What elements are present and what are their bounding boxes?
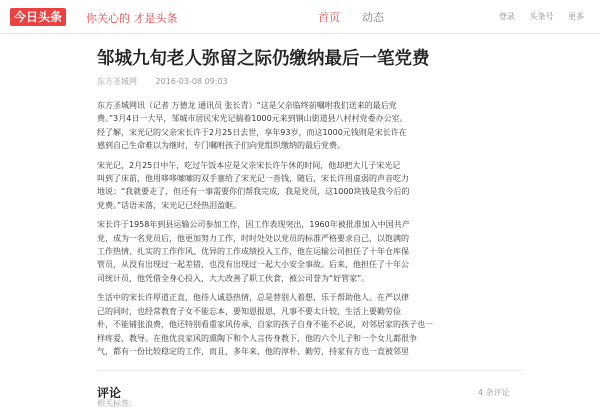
article-paragraph bbox=[97, 159, 522, 213]
comments-divider bbox=[97, 370, 522, 371]
article-datetime: 2016-03-08 09:03 bbox=[155, 77, 228, 86]
nav-home-link[interactable]: 首页 bbox=[318, 11, 340, 24]
comments-title: 评论 bbox=[97, 386, 122, 400]
paragraph-line: 叫到了床前，他用哆哆嗦嗦的双手塞给了宋光记一沓钱，随后，宋长许用虚弱的声音吃力 bbox=[97, 174, 409, 184]
article-source[interactable]: 东方圣城网 bbox=[97, 77, 137, 86]
top-navigation-bar bbox=[0, 0, 600, 34]
site-slogan: 你关心的 才是头条 bbox=[86, 12, 178, 25]
paragraph-line: 己的同时，也经常教育子女不能忘本，要知恩报恩，凡事不要太计较，生活上要勤劳俭 bbox=[97, 306, 401, 316]
toutiao-logo[interactable]: 今日头条 bbox=[10, 8, 66, 26]
article-paragraph bbox=[97, 218, 522, 285]
account-link[interactable]: 头条号 bbox=[529, 12, 554, 21]
paragraph-line: 党费。”话语未落，宋光记已经热泪盈眶。 bbox=[97, 200, 242, 210]
paragraph-line: 气，都有一份比较稳定的工作，而且，多年来，他的淳朴、勤劳，持家有方也一直被邻里 bbox=[97, 346, 409, 356]
article-paragraph bbox=[97, 99, 522, 153]
paragraph-line: 费。”3月4日一大早，邹城市居民宋光记揣着1000元来到钢山街道县八村村党委办公室。 bbox=[97, 114, 408, 124]
paragraph-line: 党，成为一名党员后，他更加努力工作，时时处处以党员的标准严格要求自己，以饱满的 bbox=[97, 233, 409, 243]
paragraph-line: 地说：“我就要走了，但还有一事需要你们帮我完成，我是党员，这1000块钱是我今后的 bbox=[97, 187, 410, 197]
related-tags-label: 相关标签： bbox=[97, 399, 137, 409]
paragraph-line: 东方圣城网讯（记者 万德龙 通讯员 张长青）“这是父亲临终前嘱咐我们送来的最后党 bbox=[97, 101, 397, 110]
paragraph-line: 宋光记，2月25日中午，吃过午饭本应是父亲宋长许午休的时间，他却把大儿子宋光记 bbox=[97, 160, 401, 170]
paragraph-line: 管员，从没有出现过一起差错，也没有出现过一起大小安全事故。后来，他担任了十年公 bbox=[97, 260, 409, 270]
top-right-links bbox=[487, 11, 584, 22]
article-container bbox=[97, 48, 522, 409]
login-link[interactable]: 登录 bbox=[498, 12, 515, 21]
paragraph-line: 经了解，宋光记的父亲宋长许于2月25日去世，享年93岁，而这1000元钱则是宋长许在 bbox=[97, 127, 407, 137]
paragraph-line: 朴，不能铺张浪费，他还特别看重家风传承，自家的孩子自身不能不必说，对邻居家的孩子也一 bbox=[97, 320, 433, 330]
article-meta bbox=[97, 76, 522, 87]
paragraph-line: 工作热情、扎实的工作作风、优异的工作成绩投入工作，他在运输公司担任了十年仓库保 bbox=[97, 247, 409, 257]
paragraph-line: 生活中的宋长许厚道正直，他待人诚恳热情，总是替别人着想，乐于帮助他人。在严以律 bbox=[97, 293, 409, 303]
article-title: 邹城九旬老人弥留之际仍缴纳最后一笔党费 bbox=[97, 49, 430, 69]
paragraph-line: 宋长许于1958年到县运输公司参加工作，因工作表现突出，1960年被批准加入中国共产 bbox=[97, 220, 410, 230]
paragraph-line: 样疼爱、教导。在他优良家风的熏陶下和个人言传身教下，他的六个儿子和一个女儿都很争 bbox=[97, 333, 417, 343]
article-paragraph bbox=[97, 291, 522, 358]
paragraph-line: 感到自己生命难以为继时，专门嘱咐孩子们向党组织缴纳的最后党费。 bbox=[97, 141, 345, 151]
article-body bbox=[97, 99, 522, 358]
nav-dynamic-link[interactable]: 动态 bbox=[362, 11, 384, 24]
paragraph-line: 司统计员，他凭借全身心投入，大大改善了职工伙食，被公司誉为“好管家”。 bbox=[97, 273, 370, 283]
comments-count[interactable]: 4 条评论 bbox=[478, 388, 510, 397]
more-link[interactable]: 更多 bbox=[568, 12, 584, 21]
